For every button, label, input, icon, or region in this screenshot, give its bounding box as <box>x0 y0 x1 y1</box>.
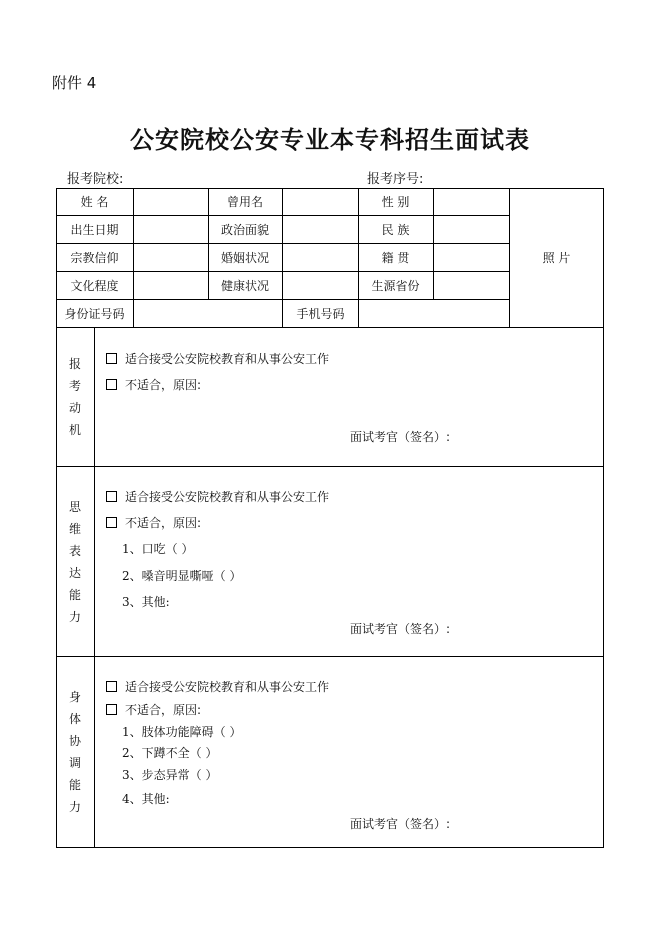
marital-status-field[interactable] <box>283 244 358 271</box>
attachment-label: 附件 4 <box>52 74 97 92</box>
birth-date-field[interactable] <box>134 216 208 243</box>
coordination-reason-2: 2、下蹲不全（ ） <box>122 746 218 760</box>
ethnicity-label: 民 族 <box>381 223 410 237</box>
origin-province-label: 生源省份 <box>371 279 420 293</box>
former-name-label: 曾用名 <box>226 195 263 209</box>
religion-field[interactable] <box>134 244 208 271</box>
grid-line <box>94 327 95 848</box>
grid-line <box>56 327 604 328</box>
motivation-section-label: 报 考 动 机 <box>68 357 81 437</box>
checkbox-icon[interactable] <box>106 704 117 715</box>
name-field[interactable] <box>134 188 208 215</box>
expression-suitable-option[interactable]: 适合接受公安院校教育和从事公安工作 <box>106 488 329 505</box>
expression-reason-3: 3、其他: <box>122 595 170 609</box>
checkbox-icon[interactable] <box>106 491 117 502</box>
political-status-label: 政治面貌 <box>220 223 269 237</box>
origin-province-field[interactable] <box>434 272 509 299</box>
birth-date-label: 出生日期 <box>70 223 119 237</box>
native-place-label: 籍 贯 <box>381 251 410 265</box>
form-title: 公安院校公安专业本专科招生面试表 <box>130 125 530 154</box>
motivation-suitable-option[interactable]: 适合接受公安院校教育和从事公安工作 <box>106 350 329 367</box>
name-label: 姓 名 <box>80 195 109 209</box>
table-border-right <box>603 188 604 848</box>
education-label: 文化程度 <box>70 279 119 293</box>
coordination-reason-3: 3、步态异常（ ） <box>122 768 218 782</box>
marital-status-label: 婚姻状况 <box>220 251 269 265</box>
mobile-label: 手机号码 <box>296 307 345 321</box>
id-number-label: 身份证号码 <box>64 307 125 321</box>
table-border-bottom <box>56 847 604 848</box>
coordination-unsuitable-option[interactable]: 不适合，原因: <box>106 701 201 718</box>
gender-field[interactable] <box>434 188 509 215</box>
education-field[interactable] <box>134 272 208 299</box>
photo-area[interactable]: 照 片 <box>542 251 571 265</box>
motivation-signature-label: 面试考官（签名）: <box>350 430 451 444</box>
political-status-field[interactable] <box>283 216 358 243</box>
expression-section-label: 思 维 表 达 能 力 <box>68 499 81 624</box>
grid-line <box>56 466 604 467</box>
school-label: 报考院校: <box>67 172 124 187</box>
health-label: 健康状况 <box>220 279 269 293</box>
checkbox-icon[interactable] <box>106 517 117 528</box>
coordination-reason-4: 4、其他: <box>122 792 170 806</box>
motivation-unsuitable-option[interactable]: 不适合，原因: <box>106 376 201 393</box>
id-number-field[interactable] <box>134 300 282 327</box>
gender-label: 性 别 <box>381 195 410 209</box>
native-place-field[interactable] <box>434 244 509 271</box>
ethnicity-field[interactable] <box>434 216 509 243</box>
mobile-field[interactable] <box>359 300 509 327</box>
grid-line <box>56 656 604 657</box>
interview-form-table <box>56 188 604 848</box>
coordination-suitable-option[interactable]: 适合接受公安院校教育和从事公安工作 <box>106 678 329 695</box>
former-name-field[interactable] <box>283 188 358 215</box>
religion-label: 宗教信仰 <box>70 251 119 265</box>
health-field[interactable] <box>283 272 358 299</box>
checkbox-icon[interactable] <box>106 379 117 390</box>
expression-reason-2: 2、嗓音明显嘶哑（ ） <box>122 569 242 583</box>
coordination-section-label: 身 体 协 调 能 力 <box>68 690 81 814</box>
checkbox-icon[interactable] <box>106 681 117 692</box>
coordination-signature-label: 面试考官（签名）: <box>350 817 451 831</box>
expression-signature-label: 面试考官（签名）: <box>350 622 451 636</box>
expression-reason-1: 1、口吃（ ） <box>122 542 194 556</box>
serial-number-label: 报考序号: <box>367 172 424 187</box>
expression-unsuitable-option[interactable]: 不适合，原因: <box>106 514 201 531</box>
coordination-reason-1: 1、肢体功能障碍（ ） <box>122 725 242 739</box>
checkbox-icon[interactable] <box>106 353 117 364</box>
